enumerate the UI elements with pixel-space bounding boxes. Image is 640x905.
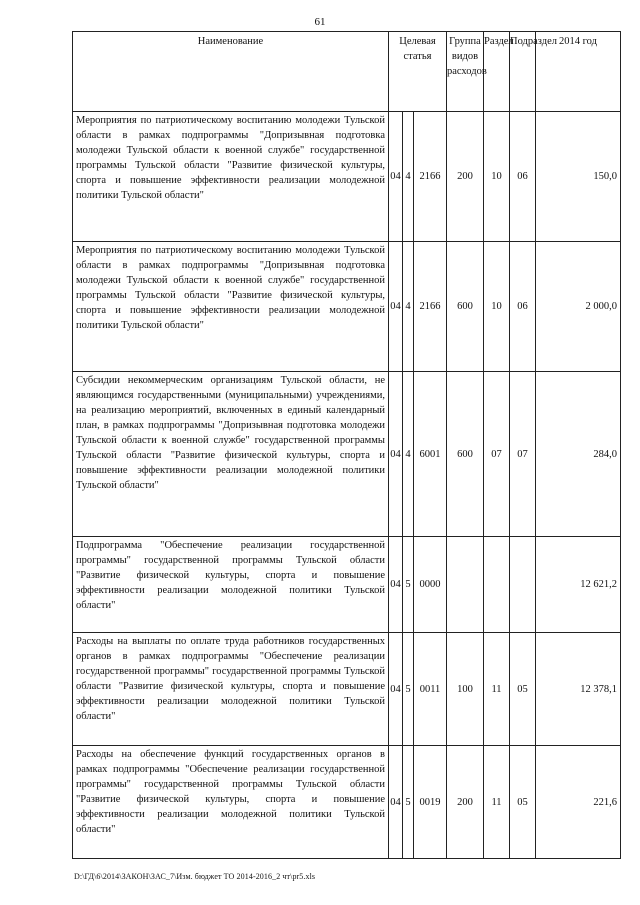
- row-cs3: 0019: [414, 746, 447, 859]
- row-cs3: 2166: [414, 112, 447, 242]
- row-cs1: 04: [389, 633, 403, 746]
- row-subsection: 06: [510, 112, 536, 242]
- row-group: 600: [447, 242, 484, 372]
- row-cs2: 4: [403, 112, 414, 242]
- table-row: [73, 537, 621, 633]
- row-section: 07: [484, 372, 510, 537]
- row-cs1: 04: [389, 242, 403, 372]
- row-cs1: 04: [389, 537, 403, 633]
- page-number: 61: [314, 16, 326, 28]
- row-subsection: 07: [510, 372, 536, 537]
- table-row: [73, 242, 621, 372]
- row-section: 11: [484, 746, 510, 859]
- table-row: [73, 112, 621, 242]
- header-section: Раздел: [484, 32, 510, 112]
- row-cs1: 04: [389, 112, 403, 242]
- footer-file-path: D:\ГД\6\2014\ЗАКОН\ЗАС_7\Изм. бюджет ТО 2014-2016_2 чт\pr5.xls: [74, 872, 316, 881]
- row-cs3: 0000: [414, 537, 447, 633]
- row-cs2: 4: [403, 242, 414, 372]
- row-amount: 284,0: [536, 372, 621, 537]
- row-group: 100: [447, 633, 484, 746]
- row-name: Мероприятия по патриотическому воспитанию молодежи Тульской области в рамках подпрограммы "Допризывная подготовка молодежи Тульской области к военной службе" государственной программы Тульской области "Развитие физической культуры, спорта и повышение эффективности реализации молодежной политики Тульской области": [73, 242, 389, 372]
- row-subsection: [510, 537, 536, 633]
- row-cs2: 5: [403, 633, 414, 746]
- row-subsection: 05: [510, 633, 536, 746]
- row-cs2: 5: [403, 537, 414, 633]
- row-section: 10: [484, 242, 510, 372]
- row-cs1: 04: [389, 746, 403, 859]
- row-amount: 12 378,1: [536, 633, 621, 746]
- row-name: Расходы на выплаты по оплате труда работников государственных органов в рамках подпрограммы "Обеспечение реализации государственной программы" государственной программы Тульской области "Развитие физической культуры, спорта и повышение эффективности реализации молодежной политики Тульской области": [73, 633, 389, 746]
- row-amount: 2 000,0: [536, 242, 621, 372]
- row-amount: 221,6: [536, 746, 621, 859]
- header-year: 2014 год: [536, 32, 621, 112]
- row-name: Расходы на обеспечение функций государственных органов в рамках подпрограммы "Обеспечение реализации государственной программы" государственной программы Тульской области "Развитие физической культуры, спорта и повышение эффективности реализации молодежной политики Тульской области": [73, 746, 389, 859]
- row-amount: 150,0: [536, 112, 621, 242]
- table-row: [73, 372, 621, 537]
- header-expense-group: Группа видов расходов: [447, 32, 484, 112]
- table-row: [73, 746, 621, 859]
- row-cs2: 5: [403, 746, 414, 859]
- row-cs3: 2166: [414, 242, 447, 372]
- row-section: 10: [484, 112, 510, 242]
- budget-table: [72, 31, 621, 859]
- row-name: Подпрограмма "Обеспечение реализации государственной программы" государственной программы Тульской области "Развитие физической культуры, спорта и повышение эффективности реализации молодежной политики Тульской области": [73, 537, 389, 633]
- header-subsection: Подраздел: [510, 32, 536, 112]
- header-name: Наименование: [73, 32, 389, 112]
- row-section: 11: [484, 633, 510, 746]
- row-group: 200: [447, 112, 484, 242]
- header-target-article: Целевая статья: [389, 32, 447, 112]
- row-group: [447, 537, 484, 633]
- row-subsection: 05: [510, 746, 536, 859]
- table-row: [73, 633, 621, 746]
- row-group: 600: [447, 372, 484, 537]
- row-cs1: 04: [389, 372, 403, 537]
- row-cs2: 4: [403, 372, 414, 537]
- row-section: [484, 537, 510, 633]
- row-cs3: 6001: [414, 372, 447, 537]
- row-amount: 12 621,2: [536, 537, 621, 633]
- row-name: Субсидии некоммерческим организациям Тульской области, не являющимся государственными (муниципальными) учреждениями, на реализацию мероприятий, включенных в единый календарный план, в рамках подпрограммы "Допризывная подготовка молодежи Тульской области к военной службе" государственной программы Тульской области "Развитие физической культуры, спорта и повышение эффективности реализации молодежной политики Тульской области": [73, 372, 389, 537]
- row-subsection: 06: [510, 242, 536, 372]
- row-group: 200: [447, 746, 484, 859]
- row-cs3: 0011: [414, 633, 447, 746]
- row-name: Мероприятия по патриотическому воспитанию молодежи Тульской области в рамках подпрограммы "Допризывная подготовка молодежи Тульской области к военной службе" государственной программы Тульской области "Развитие физической культуры, спорта и повышение эффективности реализации молодежной политики Тульской области": [73, 112, 389, 242]
